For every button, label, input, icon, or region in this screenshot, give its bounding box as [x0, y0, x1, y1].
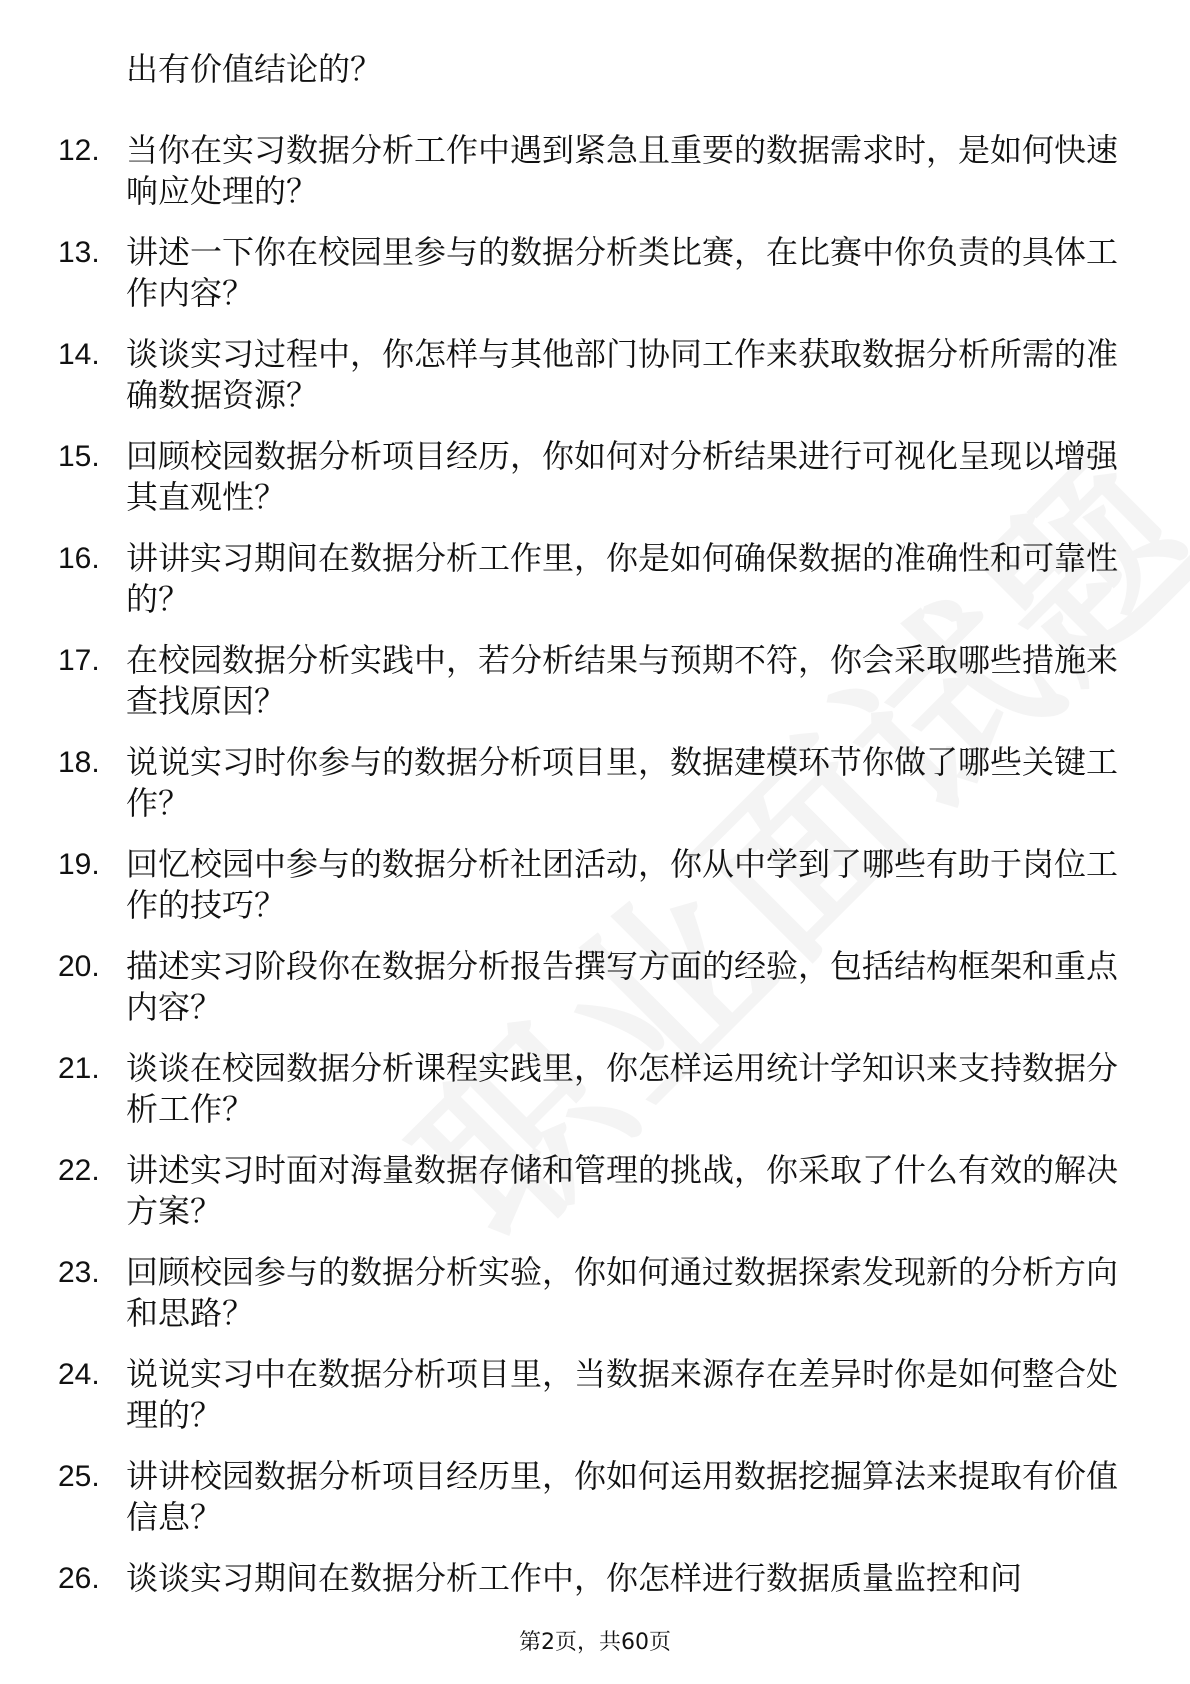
question-text: 回顾校园数据分析项目经历，你如何对分析结果进行可视化呈现以增强其直观性？: [126, 437, 1119, 516]
question-list: [58, 48, 1118, 1619]
question-text: 讲述实习时面对海量数据存储和管理的挑战，你采取了什么有效的解决方案？: [126, 1151, 1119, 1230]
list-item: [58, 334, 1118, 416]
question-number: 23.: [58, 1256, 100, 1289]
question-text: 描述实习阶段你在数据分析报告撰写方面的经验，包括结构框架和重点内容？: [126, 947, 1119, 1026]
question-text: 说说实习时你参与的数据分析项目里，数据建模环节你做了哪些关键工作？: [126, 743, 1119, 822]
question-text: 讲讲校园数据分析项目经历里，你如何运用数据挖掘算法来提取有价值信息？: [126, 1457, 1119, 1536]
page-number-footer: 第2页，共60页: [519, 1630, 671, 1655]
list-item: [58, 130, 1118, 212]
question-number: 12.: [58, 134, 100, 167]
list-item: [58, 1558, 1118, 1599]
question-number: 21.: [58, 1052, 100, 1085]
question-number: 26.: [58, 1562, 100, 1595]
question-number: 14.: [58, 338, 100, 371]
question-text: 讲述一下你在校园里参与的数据分析类比赛，在比赛中你负责的具体工作内容？: [126, 233, 1119, 312]
question-text: 在校园数据分析实践中，若分析结果与预期不符，你会采取哪些措施来查找原因？: [126, 641, 1119, 720]
question-number: 16.: [58, 542, 100, 575]
question-number: 22.: [58, 1154, 100, 1187]
list-item: [58, 946, 1118, 1028]
list-item: [58, 436, 1118, 518]
question-text: 谈谈实习过程中，你怎样与其他部门协同工作来获取数据分析所需的准确数据资源？: [126, 335, 1119, 414]
list-item: [58, 1456, 1118, 1538]
question-text: 回顾校园参与的数据分析实验，你如何通过数据探索发现新的分析方向和思路？: [126, 1253, 1119, 1332]
question-number: 15.: [58, 440, 100, 473]
list-item: [58, 640, 1118, 722]
list-item: [58, 538, 1118, 620]
question-number: 18.: [58, 746, 100, 779]
question-text: 回忆校园中参与的数据分析社团活动，你从中学到了哪些有助于岗位工作的技巧？: [126, 845, 1119, 924]
list-item: [58, 1048, 1118, 1130]
list-item: [58, 742, 1118, 824]
list-item: [58, 1150, 1118, 1232]
list-item: [58, 1252, 1118, 1334]
list-item: [58, 232, 1118, 314]
question-text: 当你在实习数据分析工作中遇到紧急且重要的数据需求时，是如何快速响应处理的？: [126, 131, 1119, 210]
question-number: 13.: [58, 236, 100, 269]
question-number: 25.: [58, 1460, 100, 1493]
question-number: 20.: [58, 950, 100, 983]
question-number: 19.: [58, 848, 100, 881]
continued-question-text: 出有价值结论的？: [126, 50, 383, 88]
question-number: 17.: [58, 644, 100, 677]
question-text: 谈谈在校园数据分析课程实践里，你怎样运用统计学知识来支持数据分析工作？: [126, 1049, 1119, 1128]
question-text: 谈谈实习期间在数据分析工作中，你怎样进行数据质量监控和问: [126, 1559, 1023, 1597]
question-number: 24.: [58, 1358, 100, 1391]
question-text: 讲讲实习期间在数据分析工作里，你是如何确保数据的准确性和可靠性的？: [126, 539, 1119, 618]
list-item: [58, 844, 1118, 926]
question-text: 说说实习中在数据分析项目里，当数据来源存在差异时你是如何整合处理的？: [126, 1355, 1119, 1434]
list-item: [58, 1354, 1118, 1436]
